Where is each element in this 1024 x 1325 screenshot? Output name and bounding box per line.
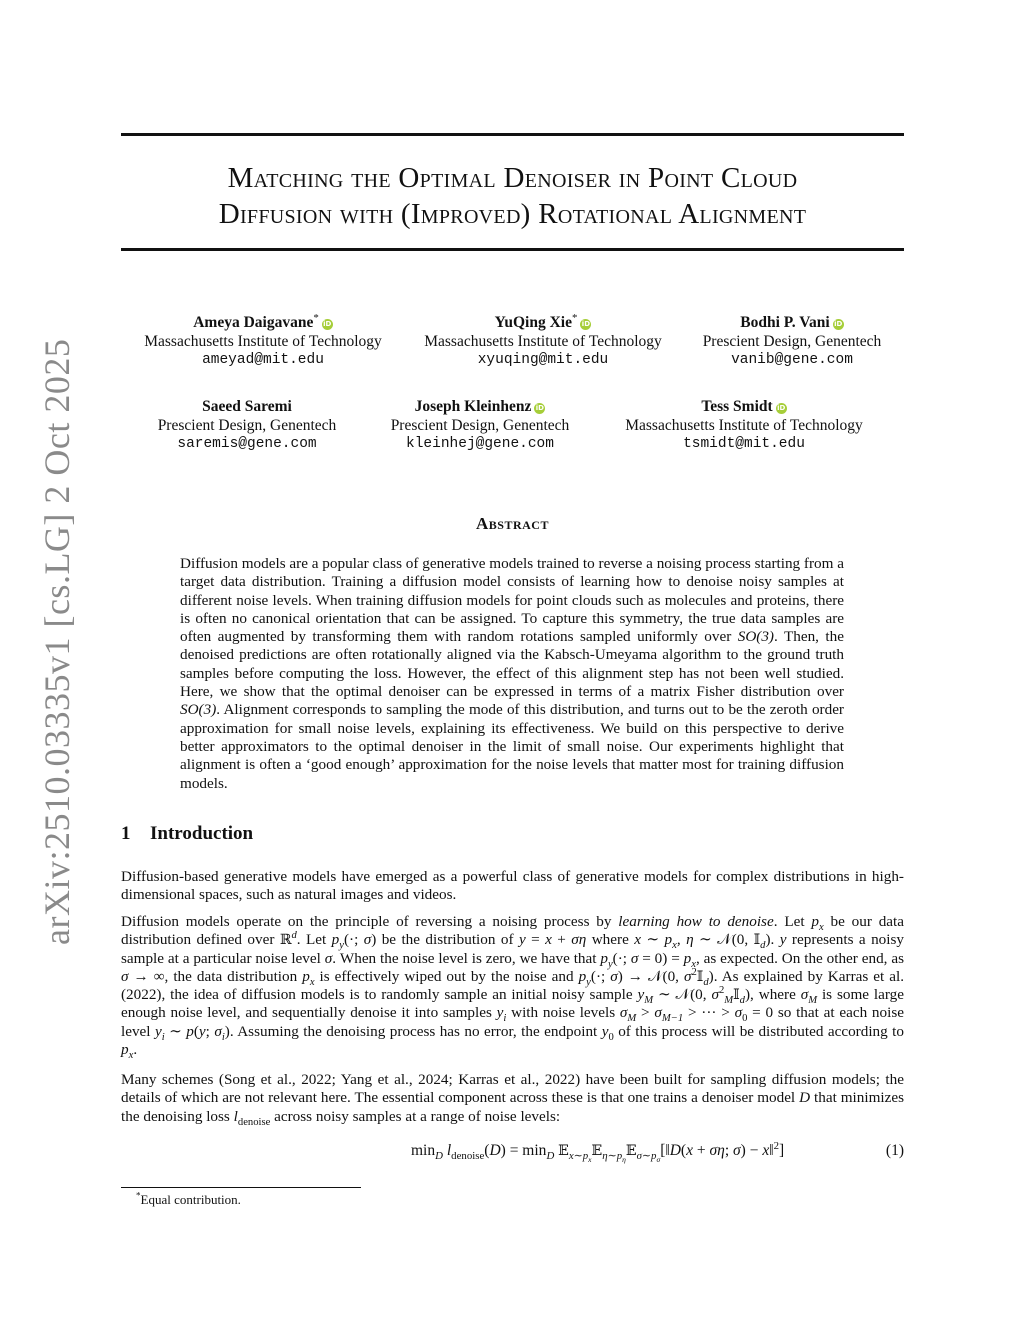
math-so3: SO(3) <box>180 701 217 719</box>
orcid-icon[interactable]: iD <box>581 320 591 328</box>
intro-paragraph-2: Diffusion models operate on the principle of reversing a noising process by learning how to denoise. Let $p_x$ be our data distribution defined over ℝ$^d$. Let $p_y(\cdot$; σ) be the distribution of y = x + ση where x ∼ $p_x$, η ∼ 𝒩(0, 𝕀$_d$). y represents a noisy sample at a particular noise level σ. When the noise level is zero, we have that $p_y(\cdot$; $\sigma = 0) = p_x$, as expected. On the other end, as σ → ∞, the data distribution $p_x$ is effectively wiped out by the noise and $p_y(\cdot$; σ) → 𝒩(0, $\sigma^2𝕀_d$). As explained by Karras et al. (2022), the idea of diffusion models is to randomly sample an initial noisy sample $y_M$ ∼ 𝒩(0, $\sigma^2_M𝕀_d$), where $\sigma_M$ is some large enough noise level, and sequentially denoise it into samples $y_i$ with noise levels $\sigma_M > \sigma_{M-1}$ > ··· > $\sigma_0 = 0$ so that at each noise level $y_i$ ∼ p(y; $\sigma_i$). Assuming the denoising process has no error, the endpoint $y_0$ of this process will be distributed according to $p_x$. <box>121 913 904 1062</box>
section-heading <box>121 823 253 845</box>
footnote: *Equal contribution. <box>136 1190 241 1207</box>
author-name: Joseph Kleinhenz <box>414 398 532 415</box>
equal-contribution-mark: * <box>571 311 578 324</box>
author-email[interactable]: vanib@gene.com <box>731 352 853 368</box>
author-email[interactable]: ameyad@mit.edu <box>202 352 324 368</box>
author-affiliation: Massachusetts Institute of Technology <box>424 333 662 350</box>
intro-paragraph-3: Many schemes (Song et al., 2022; Yang et al., 2024; Karras et al., 2022) have been built for sampling diffusion models; the details of which are not relevant here. The essential component across these is that one trains a denoiser model D that minimizes the denoising loss $l_{denoise}$ across noisy samples at a range of noise levels: <box>121 1071 905 1128</box>
author-affiliation: Prescient Design, Genentech <box>702 333 882 350</box>
author-affiliation: Massachusetts Institute of Technology <box>144 333 382 350</box>
author-name: YuQing Xie <box>494 314 572 331</box>
abstract-part: . Then, the denoised predictions are often rotationally aligned via the Kabsch-Umeyama algorithm to the ground truth samples before computing the loss. However, the effect of this alignment step has not been well studied. Here, we show that the optimal denoiser can be expressed in terms of a matrix Fisher distribution over <box>180 628 844 701</box>
math-so3: SO(3) <box>737 628 774 646</box>
paper-title <box>121 160 904 232</box>
title-line-2: Diffusion with (Improved) Rotational Alignment <box>218 198 807 230</box>
author-affiliation: Prescient Design, Genentech <box>390 417 570 434</box>
emphasis: learning how to denoise <box>618 913 774 930</box>
author-block <box>614 397 874 454</box>
author-name: Tess Smidt <box>701 398 773 415</box>
section-title: Introduction <box>150 823 254 844</box>
orcid-icon[interactable]: iD <box>535 404 544 412</box>
arxiv-identifier: arXiv:2510.03335v1 [cs.LG] 2 Oct 2025 <box>37 338 77 945</box>
title-rule-bottom <box>121 248 904 251</box>
abstract-heading: Abstract <box>476 514 549 533</box>
orcid-icon[interactable]: iD <box>777 404 786 412</box>
author-name: Saeed Saremi <box>202 398 292 415</box>
equal-contribution-mark: * <box>313 311 319 324</box>
author-name: Ameya Daigavane <box>193 314 314 331</box>
abstract-part: Diffusion models are a popular class of generative models trained to reverse a noising process starting from a target data distribution. Training a diffusion model consists of learning how to denoise noisy samples at different noise levels. When training diffusion models for point clouds such as molecules and proteins, there is often no canonical orientation that can be assigned. To capture this symmetry, the true data samples are often augmented by transforming them with random rotations sampled uniformly over <box>180 555 844 646</box>
section-number: 1 <box>121 823 131 844</box>
footnote-text: Equal contribution. <box>140 1192 241 1207</box>
author-email[interactable]: kleinhej@gene.com <box>406 436 554 452</box>
footnote-rule <box>121 1187 361 1188</box>
equation-number: (1) <box>885 1142 904 1159</box>
orcid-icon[interactable]: iD <box>323 320 332 328</box>
author-email[interactable]: tsmidt@mit.edu <box>683 436 805 452</box>
author-block <box>413 313 673 370</box>
author-block <box>133 313 393 370</box>
author-block <box>147 397 347 454</box>
intro-paragraph-1: Diffusion-based generative models have emerged as a powerful class of generative models for complex distributions in high-dimensional spaces, such as natural images and videos. <box>121 868 904 904</box>
author-block <box>692 313 892 370</box>
abstract-text <box>180 555 844 793</box>
author-email[interactable]: xyuqing@mit.edu <box>477 352 609 368</box>
orcid-icon[interactable]: iD <box>834 320 843 328</box>
author-email[interactable]: saremis@gene.com <box>177 436 317 452</box>
abstract-part: . Alignment corresponds to sampling the mode of this distribution, and turns out to be the zeroth order approximation for small noise levels, explaining its effectiveness. We build on this perspective to derive better approximators to the optimal denoiser in the limit of small noise. Our experiments highlight that alignment is often a ‘good enough’ approximation for the noise levels that matter most for training diffusion models. <box>180 701 844 792</box>
equation-body: $\min_D l_{denoise}(D) = \min_D$ 𝔼$_{x\sim p_x}$𝔼$_{\eta\sim p_\eta}$𝔼$_{\sigma\sim p_\sigma}$[‖D(x + ση; σ) − x‖$^2$] <box>411 1139 785 1165</box>
author-affiliation: Massachusetts Institute of Technology <box>625 417 863 434</box>
author-name: Bodhi P. Vani <box>740 314 830 331</box>
title-line-1: Matching the Optimal Denoiser in Point Cloud <box>227 162 798 194</box>
equation-1 <box>121 1140 904 1170</box>
title-rule-top <box>121 133 904 136</box>
author-affiliation: Prescient Design, Genentech <box>157 417 337 434</box>
author-block <box>380 397 580 454</box>
